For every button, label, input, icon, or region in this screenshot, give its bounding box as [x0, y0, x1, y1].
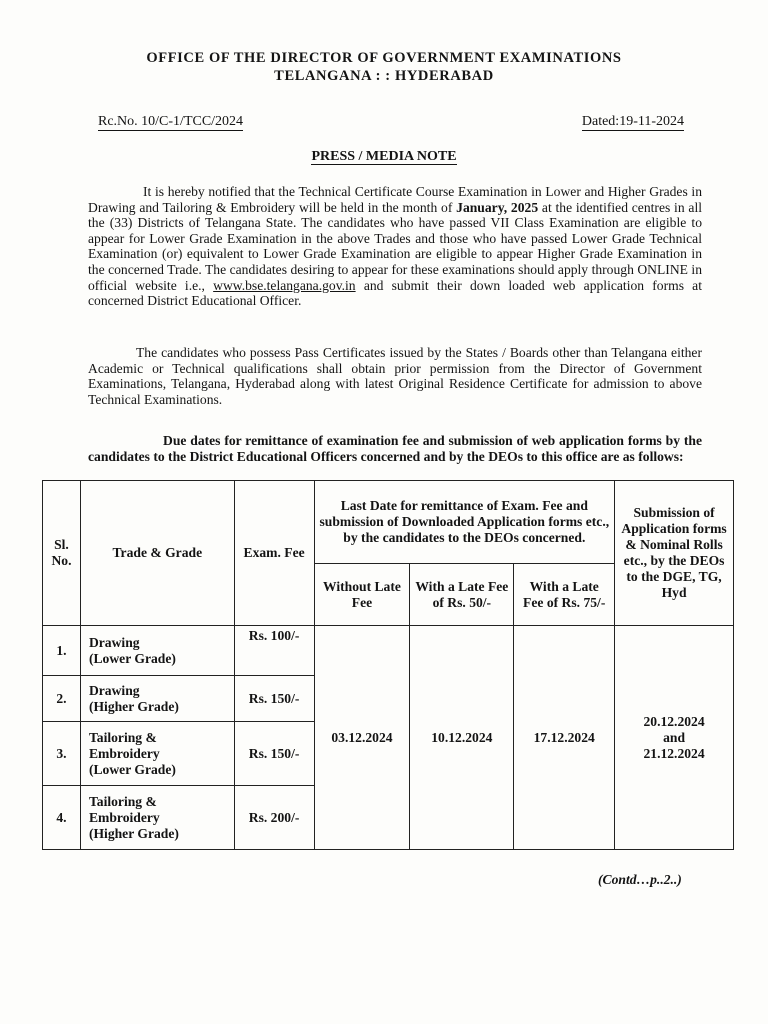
trade-line: Tailoring & [88, 793, 157, 809]
row-sl: 4. [43, 786, 81, 850]
trade-line: Embroidery [88, 745, 160, 761]
reference-line [98, 114, 684, 131]
office-location: TELANGANA : : HYDERABAD [274, 68, 494, 84]
header-sl-no: Sl. No. [43, 481, 81, 626]
header-last-date: Last Date for remittance of Exam. Fee and submission of Downloaded Application forms etc., by the candidates to the DEOs concerned. [314, 481, 615, 564]
reference-number: Rc.No. 10/C-1/TCC/2024 [98, 114, 244, 129]
reference-date: Dated:19-11-2024 [581, 114, 684, 129]
row-fee: Rs. 200/- [234, 786, 314, 850]
row-sl: 1. [43, 626, 81, 676]
row-trade [80, 722, 234, 786]
row-fee: Rs. 150/- [234, 676, 314, 722]
header-submission: Submission of Application forms & Nominal Rolls etc., by the DEOs to the DGE, TG, Hyd [615, 481, 734, 626]
date-late-fee-75: 17.12.2024 [514, 626, 615, 850]
submission-date-2: 21.12.2024 [643, 745, 705, 761]
row-trade [80, 676, 234, 722]
p1-text-a: It is hereby notified that the Technical Certificate Course Examination in Lower and Higher Grades in Drawing and Tailoring & Embroidery will be held in the month of [88, 184, 702, 215]
office-title: OFFICE OF THE DIRECTOR OF GOVERNMENT EXAMINATIONS [146, 50, 622, 66]
date-submission [615, 626, 734, 850]
date-late-fee-50: 10.12.2024 [410, 626, 514, 850]
p1-exam-month: January, 2025 [456, 199, 539, 215]
paragraph-other-states: The candidates who possess Pass Certificates issued by the States / Boards other than Telangana either Academic or Technical qualifications shall obtain prior permission from the Director of Government Examinations, Telangana, Hyderabad along with latest Original Residence Certificate for admission to above Technical Examinations. [88, 345, 702, 407]
row-fee: Rs. 150/- [234, 722, 314, 786]
row-sl: 3. [43, 722, 81, 786]
trade-line: (Higher Grade) [88, 698, 179, 714]
paragraph-due-dates: Due dates for remittance of examination fee and submission of web application forms by the candidates to the District Educational Officers concerned and by the DEOs to this office are as follows: [88, 433, 702, 464]
row-trade [80, 626, 234, 676]
trade-line: Embroidery [88, 809, 160, 825]
submission-date-1: 20.12.2024 [643, 713, 705, 729]
row-fee: Rs. 100/- [234, 626, 314, 676]
p1-text-c: and submit their down loaded web application forms at concerned District Educational Officer. [88, 277, 702, 309]
paragraph-notification [88, 184, 702, 309]
date-without-late-fee: 03.12.2024 [314, 626, 410, 850]
due-dates-table [42, 480, 734, 850]
trade-line: (Higher Grade) [88, 825, 179, 841]
header-trade-grade: Trade & Grade [80, 481, 234, 626]
header-late-fee-75: With a Late Fee of Rs. 75/- [514, 564, 615, 626]
document-title [0, 149, 768, 165]
header-late-fee-50: With a Late Fee of Rs. 50/- [410, 564, 514, 626]
row-trade [80, 786, 234, 850]
press-note-heading: PRESS / MEDIA NOTE [311, 149, 457, 164]
trade-line: Drawing [88, 634, 140, 650]
table-row [43, 626, 734, 676]
header-without-late-fee: Without Late Fee [314, 564, 410, 626]
website-link[interactable]: www.bse.telangana.gov.in [213, 277, 356, 293]
submission-and: and [663, 729, 686, 745]
row-sl: 2. [43, 676, 81, 722]
trade-line: (Lower Grade) [88, 761, 176, 777]
p1-text-b: at the identified centres in all the (33) Districts of Telangana State. The candidates who have passed VII Class Examination are eligible to appear for Lower Grade Examination in the above Trades and those who have passed Lower Grade Technical Examination (or) equivalent to Lower Grade Examination are eligible to appear Higher Grade Examination in the concerned Trade. The candidates desiring to appear for these examinations should apply through ONLINE in official website i.e., [88, 199, 703, 293]
trade-line: Tailoring & [88, 729, 157, 745]
trade-line: Drawing [88, 682, 140, 698]
continued-note: (Contd…p..2..) [598, 872, 682, 887]
trade-line: (Lower Grade) [88, 650, 176, 666]
header-exam-fee: Exam. Fee [234, 481, 314, 626]
